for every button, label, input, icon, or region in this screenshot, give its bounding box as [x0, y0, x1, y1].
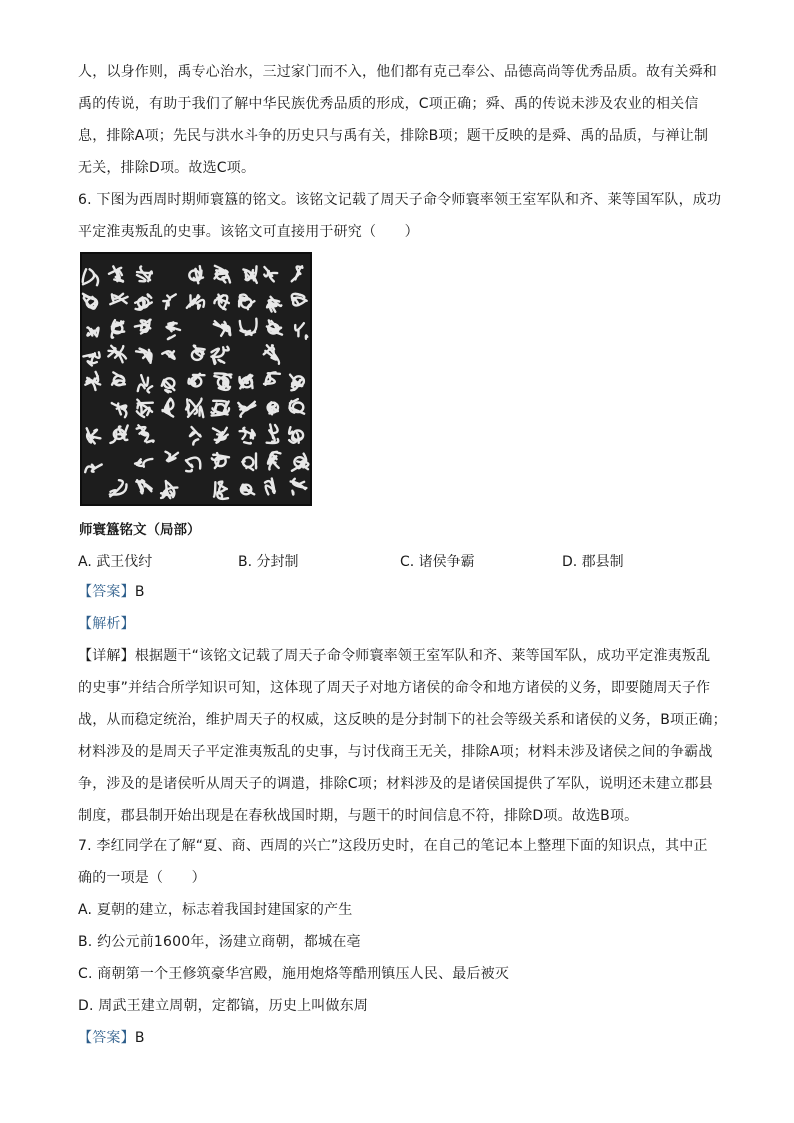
prev-explanation [78, 56, 718, 184]
option-a: A. 夏朝的建立，标志着我国封建国家的产生 [78, 902, 353, 918]
text-line: 7. 李红同学在了解“夏、商、西周的兴亡”这段历史时，在自己的笔记本上整理下面的知识点，其中正 [78, 838, 708, 854]
inscription-stroke [241, 489, 251, 490]
option-d: D. 周武王建立周朝，定都镐，历史上叫做东周 [78, 998, 369, 1014]
option-b: B. 分封制 [238, 554, 299, 570]
text-line: 平定淮夷叛乱的史事。该铭文可直接用于研究（ ） [78, 224, 419, 240]
answer-line [78, 1022, 718, 1054]
question-7-options [78, 894, 718, 1054]
option-b: B. 约公元前1600年，汤建立商朝，都城在亳 [78, 934, 361, 950]
answer-label: 【答案】 [78, 584, 135, 600]
inscription-stroke [136, 351, 144, 352]
inscription-stroke [244, 442, 251, 443]
option-a: A. 武王伐纣 [78, 554, 153, 570]
inscription-stroke [137, 272, 150, 273]
answer-line [78, 576, 718, 608]
inscription-glyphs [80, 252, 312, 506]
question-6-detail [78, 640, 727, 832]
text-line: 6. 下图为西周时期师寰簋的铭文。该铭文记载了周天子命令师寰率领王室军队和齐、莱等国军队，成功 [78, 192, 722, 208]
inscription-stroke [306, 335, 307, 338]
question-6-answer [78, 576, 718, 640]
inscription-stroke [92, 465, 94, 467]
answer-value: B [134, 584, 145, 600]
text-line: 争，涉及的是诸侯听从周天子的调遣，排除C项；材料涉及的是诸侯国提供了军队，说明还未建立郡县 [78, 776, 713, 792]
analysis-line [78, 608, 718, 640]
inscription-stroke [229, 328, 230, 335]
analysis-label: 【解析】 [78, 616, 135, 632]
question-6-stem [78, 184, 722, 248]
question-6-options [78, 548, 718, 576]
answer-label: 【答案】 [78, 1030, 135, 1046]
option-c: C. 商朝第一个王修筑豪华宫殿，施用炮烙等酷刑镇压人民、最后被灭 [78, 966, 510, 982]
detail-label: 【详解】 [78, 648, 135, 664]
inscription-stroke [214, 482, 215, 496]
inscription-stroke [168, 403, 170, 414]
image-caption: 师寰簋铭文（局部） [79, 522, 201, 538]
text-line: 【详解】根据题干“该铭文记载了周天子命令师寰率领王室军队和齐、莱等国军队，成功平定淮夷叛乱 [78, 648, 711, 664]
answer-value: B [134, 1030, 145, 1046]
inscription-stroke [198, 305, 200, 309]
text-line: 的史事”并结合所学知识可知，这体现了周天子对地方诸侯的命令和地方诸侯的义务，即要随周天子作 [78, 680, 711, 696]
text-line: 息，排除A项；先民与洪水斗争的历史只与禹有关，排除B项；题干反映的是舜、禹的品质，与禅让制 [78, 128, 709, 144]
inscription-stroke [193, 375, 205, 376]
inscription-stroke [87, 379, 90, 383]
inscription-stroke [292, 491, 293, 495]
option-d: D. 郡县制 [562, 554, 624, 570]
inscription-stroke [147, 441, 154, 443]
text-line: 确的一项是（ ） [78, 870, 206, 886]
text-line: 人，以身作则，禹专心治水，三过家门而不入，他们都有克己奉公、品德高尚等优秀品质。故有关舜和 [78, 64, 717, 80]
inscription-stroke [223, 382, 224, 390]
text-line: 战，从而稳定统治，维护周天子的权威，这反映的是分封制下的社会等级关系和诸侯的义务，B项正确； [78, 712, 727, 728]
text-line: 禹的传说，有助于我们了解中华民族优秀品质的形成，C项正确；舜、禹的传说未涉及农业的相关信 [78, 96, 699, 112]
inscription-stroke [165, 390, 170, 392]
option-c: C. 诸侯争霸 [400, 554, 475, 570]
inscription-stroke [122, 407, 125, 409]
text-line: 制度，郡县制开始出现是在春秋战国时期，与题干的时间信息不符，排除D项。故选B项。 [78, 808, 639, 824]
inscription-rubbing-image [80, 252, 312, 506]
question-7-stem [78, 830, 718, 894]
text-line: 无关，排除D项。故选C项。 [78, 160, 256, 176]
text-line: 材料涉及的是周天子平定淮夷叛乱的史事，与讨伐商王无关，排除A项；材料未涉及诸侯之间的争霸战 [78, 744, 713, 760]
